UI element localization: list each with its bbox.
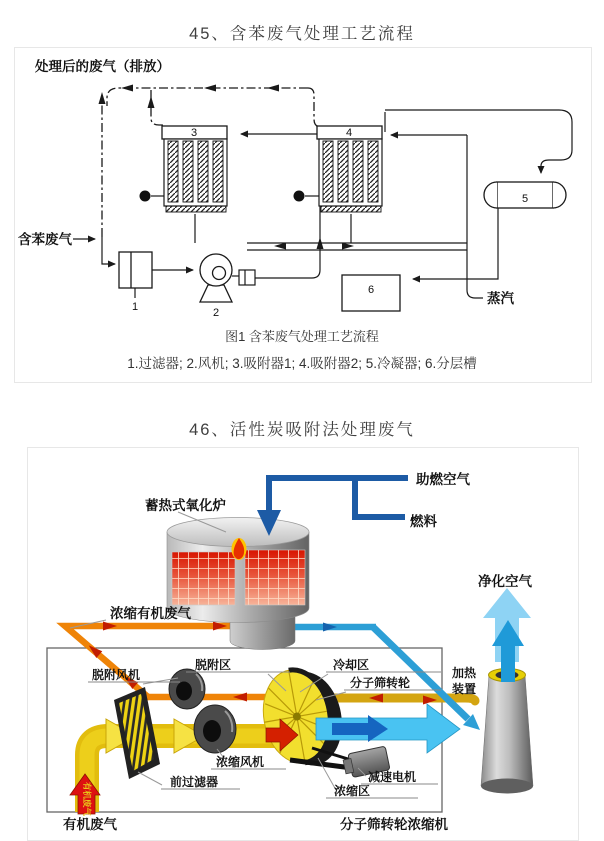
figure1-legend: 1.过滤器; 2.风机; 3.吸附器1; 4.吸附器2; 5.冷凝器; 6.分层槽 — [127, 356, 477, 371]
flame-icon — [232, 538, 247, 560]
organic-gas-label: 有机废气 — [63, 817, 117, 832]
benzene-process-diagram — [15, 48, 589, 380]
num-adsorber2: 4 — [345, 127, 353, 139]
steam-label: 蒸汽 — [487, 291, 514, 306]
figure1-caption: 图1 含苯废气处理工艺流程 — [225, 329, 379, 344]
combustion-air-label: 助燃空气 — [416, 472, 470, 487]
heating-device-label-2: 装置 — [452, 682, 477, 696]
filter-1 — [119, 252, 152, 288]
fan-2 — [200, 254, 232, 302]
desorption-zone-label: 脱附区 — [195, 658, 232, 672]
inlet-gas-label: 含苯废气 — [18, 232, 72, 247]
heating-device-label-1: 加热 — [452, 666, 477, 680]
num-condenser: 5 — [521, 192, 529, 205]
fuel-label: 燃料 — [410, 514, 437, 529]
prefilter-label: 前过滤器 — [170, 775, 219, 789]
figure-46-panel — [27, 447, 579, 841]
concentrated-gas-label: 浓缩有机废气 — [110, 606, 191, 621]
figure-45-panel — [14, 47, 592, 383]
concentration-fan-label: 浓缩风机 — [216, 755, 265, 769]
concentration-fan — [194, 705, 236, 753]
pipe-coupling — [239, 270, 255, 285]
num-fan: 2 — [212, 307, 220, 319]
desorption-fan-label: 脱附风机 — [92, 668, 141, 682]
num-adsorber1: 3 — [190, 127, 198, 139]
gear-motor-label: 减速电机 — [368, 770, 417, 784]
desorption-fan — [169, 669, 205, 709]
section-46-title: 46、活性炭吸附法处理废气 — [189, 421, 415, 439]
furnace-label: 蓄热式氧化炉 — [145, 498, 226, 513]
rotor-label: 分子筛转轮 — [350, 676, 411, 690]
oxidation-furnace — [167, 518, 309, 650]
feed-lines — [269, 478, 408, 518]
adsorber-2 — [294, 126, 383, 212]
num-filter: 1 — [131, 301, 139, 313]
concentrator-label: 分子筛转轮浓缩机 — [340, 817, 448, 832]
section-45-title: 45、含苯废气处理工艺流程 — [189, 25, 415, 43]
carbon-adsorption-diagram — [28, 448, 576, 838]
purified-air-label: 净化空气 — [478, 574, 532, 589]
num-tank: 6 — [368, 284, 375, 296]
adsorber-1 — [140, 126, 228, 212]
cooling-zone-label: 冷却区 — [333, 658, 370, 672]
treated-gas-label: 处理后的废气（排放） — [35, 59, 170, 74]
chimney — [481, 669, 533, 794]
organic-gas-arrow-text: 有机废气 — [82, 782, 92, 817]
concentration-zone-label: 浓缩区 — [334, 784, 371, 798]
